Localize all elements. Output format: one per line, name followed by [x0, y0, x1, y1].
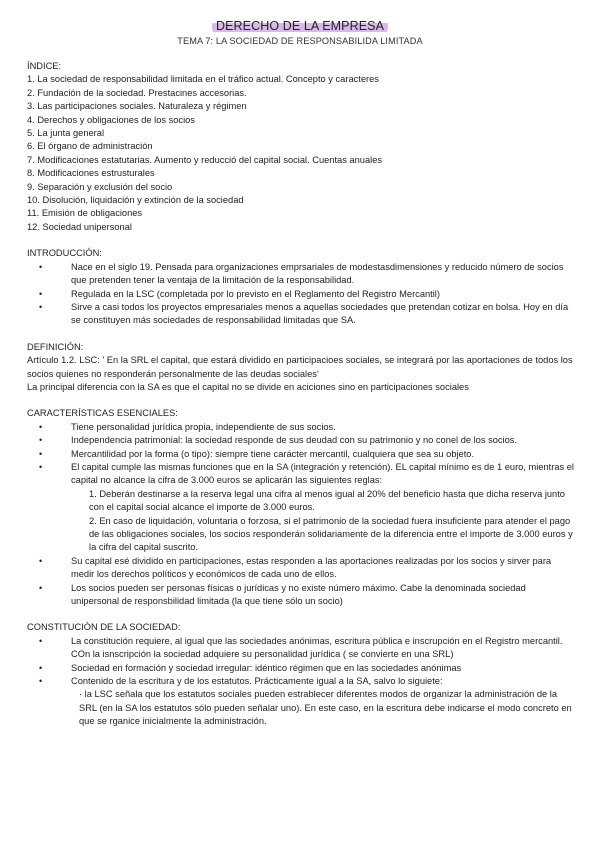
list-item [27, 675, 575, 729]
list-item: • Independencia patrimonial: la sociedad responde de sus deudad con su patrimonio y no conel de los socios. [27, 434, 575, 447]
index-item: 10. Disolución, liquidación y extinción de la sociedad [27, 195, 244, 206]
caracteristicas-heading: CARACTERÍSTICAS ESENCIALES: [27, 408, 178, 419]
definicion-text: La principal diferencia con la SA es que el capital no se divide en aciciones sino en participaciones sociales [27, 381, 469, 392]
list-item [27, 461, 575, 555]
index-item: 6. El órgano de administración [27, 141, 153, 152]
index-item: 12. Sociedad unipersonal [27, 221, 132, 232]
list-item: • Regulada en la LSC (completada por lo previsto en el Reglamento del Registro Mercantil) [27, 288, 575, 301]
index-list [27, 73, 575, 234]
constitucion-heading: CONSTITUCIÓN DE LA SOCIEDAD: [27, 622, 181, 633]
introduccion-heading: INTRODUCCIÓN: [27, 248, 102, 259]
sub-item: 1. Deberán destinarse a la reserva legal una cifra al menos igual al 20% del beneficio hasta que dicha reserva junto con el capital social alcance el importe de 3.000 euros. [89, 488, 565, 513]
document-body [27, 60, 575, 729]
definicion-heading: DEFINICIÓN: [27, 341, 84, 352]
list-item-text: Contenido de la escritura y de los estatutos. Prácticamente igual a la SA, salvo lo siguiete: [71, 676, 443, 687]
caracteristicas-list [27, 421, 575, 609]
list-item: • Los socios pueden ser personas físicas o jurídicas y no existe número máximo. Cabe la denominada sociedad unipersonal de responsbilidad limitada (la que tiene sólo un socio) [27, 582, 575, 609]
sub-item: · la LSC señala que los estatutos sociales pueden estrablecer diferentes modos de organizar la administración de la SRL (en la SA los estatutos sólo pueden señalar uno). En este caso, en la escritura debe indicarse el modo concreto en que se rganice inicialmente la administración. [79, 689, 572, 727]
constitucion-list [27, 635, 575, 729]
list-item: • Su capital esé dividido en participaciones, estas responden a las aportaciones realizadas por los socios y sirver para medir los derechos políticos y económicos de cada uno de ellos. [27, 555, 575, 582]
list-item: • La constitución requiere, al igual que las sociedades anónimas, escritura pública e inscrupción en el Registro mercantil. COn la isnscripción la sociedad adquiere su personalidad jurídica ( se convierte en una SRL) [27, 635, 575, 662]
index-item: 11. Emisión de obligaciones [27, 208, 143, 219]
document-title: DERECHO DE LA EMPRESA [212, 19, 388, 34]
index-item: 1. La sociedad de responsabilidad limitada en el tráfico actual. Concepto y caracteres [27, 74, 379, 85]
list-item: • Sociedad en formación y sociedad irregular: idéntico régimen que en las sociedades anónimas [27, 662, 575, 675]
index-item: 7. Modificaciones estatutarias. Aumento y reducció del capital social. Cuentas anuales [27, 154, 383, 165]
title-container [0, 17, 600, 35]
definicion-text: Artículo 1.2. LSC: ' En la SRL el capital, que estará dividido en participacioes sociales, se integrará por las aportaciones de todos los socios quienes no responderán personalmente de las deudas sociales' [27, 355, 573, 379]
list-item: • Sirve a casi todos los proyectos empresariales menos a aquellas sociedades que pretendan cotizar en bolsa. Hoy en día se constituyen más sociedades de responsabilidad limitadas que SA. [27, 301, 575, 328]
list-item: • Nace en el siglo 19. Pensada para organizaciones emprsariales de modestasdimensiones y reducido número de socios que pretenden tener la ventaja de la limitación de la responsabilidad. [27, 261, 575, 288]
index-item: 8. Modificaciones estrusturales [27, 168, 155, 179]
index-item: 3. Las participaciones sociales. Naturaleza y régimen [27, 101, 247, 112]
document-subtitle: TEMA 7: LA SOCIEDAD DE RESPONSABILIDA LIMITADA [177, 36, 423, 46]
list-item: • Tiene personalidad jurídica propia, independiente de sus socios. [27, 421, 575, 434]
list-item: • Mercantilidad por la forma (o tipo): siempre tiene carácter mercantil, cualquiera que sea su objeto. [27, 448, 575, 461]
index-item: 2. Fundación de la sociedad. Prestacines accesorias. [27, 87, 247, 98]
index-item: 5. La junta general [27, 128, 105, 139]
list-item-text: El capital cumple las mismas funciones que en la SA (integración y retención). EL capital mínimo es de 1 euro, mientras el capital no alcance la cifra de 3.000 euros se aplicarán las siguientes reglas: [71, 461, 574, 486]
sub-item: 2. En caso de liquidación, voluntaria o forzosa, si el patrimonio de la sociedad fuera insuficiente para atender el pago de las obligaciones sociales, los socios responderán solidariamente de la diferencia entre el importe de 3.000 euros y la cifra del capital suscrito. [89, 515, 573, 553]
index-item: 9. Separación y exclusión del socio [27, 181, 173, 192]
index-item: 4. Derechos y obligaciones de los socios [27, 114, 195, 125]
introduccion-list [27, 261, 575, 328]
index-heading: ÍNDICE: [27, 61, 62, 71]
